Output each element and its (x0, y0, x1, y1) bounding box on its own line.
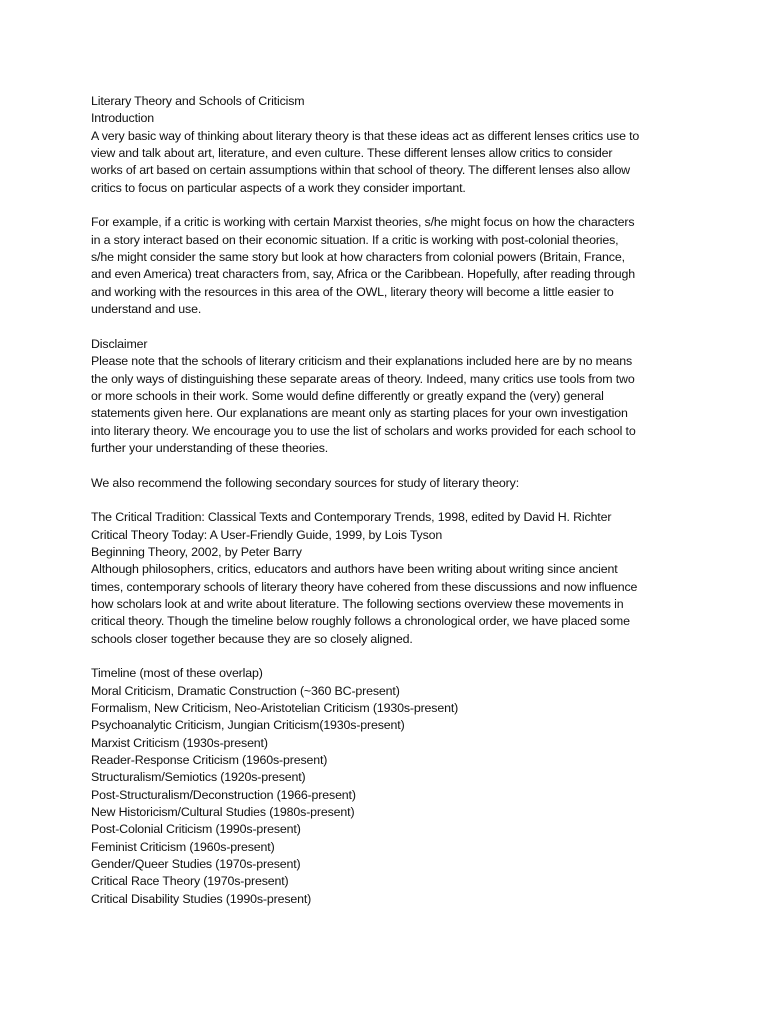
text-line: A very basic way of thinking about literary theory is that these ideas act as different lenses critics use to (91, 128, 640, 143)
text-line: understand and use. (91, 302, 202, 317)
timeline-list (91, 683, 708, 908)
timeline-item: Marxist Criticism (1930s-present) (91, 735, 268, 750)
text-line: works of art based on certain assumptions within that school of theory. The different lenses also allow (91, 163, 630, 178)
timeline-item: Gender/Queer Studies (1970s-present) (91, 857, 301, 872)
timeline-item: Critical Race Theory (1970s-present) (91, 874, 289, 889)
text-line: schools closer together because they are so closely aligned. (91, 631, 413, 646)
text-line: the only ways of distinguishing these separate areas of theory. Indeed, many critics use tools from two (91, 371, 635, 386)
timeline-heading: Timeline (most of these overlap) (91, 666, 263, 681)
text-line: statements given here. Our explanations are meant only as starting places for your own investigation (91, 406, 628, 421)
paragraph-gap (91, 197, 708, 214)
timeline-item: Post-Colonial Criticism (1990s-present) (91, 822, 301, 837)
text-line: how scholars look at and write about literature. The following sections overview these movements in (91, 596, 624, 611)
text-line: Please note that the schools of literary criticism and their explanations included here are by no means (91, 354, 633, 369)
timeline-item: Post-Structuralism/Deconstruction (1966-present) (91, 787, 356, 802)
text-line: or more schools in their work. Some would define differently or greatly expand the (very) general (91, 388, 604, 403)
text-line: critical theory. Though the timeline below roughly follows a chronological order, we have placed some (91, 614, 630, 629)
paragraph-gap (91, 318, 708, 335)
text-line: into literary theory. We encourage you to use the list of scholars and works provided for each school to (91, 423, 636, 438)
source-item: Beginning Theory, 2002, by Peter Barry (91, 544, 302, 559)
disclaimer-paragraph (91, 353, 708, 457)
intro-paragraph (91, 128, 708, 197)
source-item: The Critical Tradition: Classical Texts and Contemporary Trends, 1998, edited by David H. Richter (91, 510, 612, 525)
text-line: For example, if a critic is working with certain Marxist theories, s/he might focus on how the characters (91, 215, 635, 230)
timeline-item: New Historicism/Cultural Studies (1980s-present) (91, 805, 355, 820)
sources-list (91, 509, 708, 561)
text-line: in a story interact based on their economic situation. If a critic is working with post-colonial theories, (91, 232, 619, 247)
disclaimer-heading: Disclaimer (91, 336, 148, 351)
timeline-item: Psychoanalytic Criticism, Jungian Criticism(1930s-present) (91, 718, 405, 733)
text-line: and even America) treat characters from, say, Africa or the Caribbean. Hopefully, after reading through (91, 267, 636, 282)
overview-paragraph (91, 561, 708, 648)
introduction-heading: Introduction (91, 111, 154, 126)
timeline-item: Feminist Criticism (1960s-present) (91, 839, 275, 854)
text-line: times, contemporary schools of literary theory have cohered from these discussions and now influence (91, 579, 638, 594)
recommend-line: We also recommend the following secondary sources for study of literary theory: (91, 475, 519, 490)
document-body (91, 93, 708, 908)
paragraph-gap (91, 457, 708, 474)
paragraph-gap (91, 492, 708, 509)
text-line: critics to focus on particular aspects of a work they consider important. (91, 180, 466, 195)
timeline-item: Structuralism/Semiotics (1920s-present) (91, 770, 306, 785)
text-line: Although philosophers, critics, educators and authors have been writing about writing since ancient (91, 562, 618, 577)
timeline-item: Critical Disability Studies (1990s-present) (91, 891, 312, 906)
timeline-item: Moral Criticism, Dramatic Construction (~360 BC-present) (91, 683, 400, 698)
source-item: Critical Theory Today: A User-Friendly Guide, 1999, by Lois Tyson (91, 527, 443, 542)
text-line: and working with the resources in this area of the OWL, literary theory will become a little easier to (91, 284, 614, 299)
example-paragraph (91, 214, 708, 318)
paragraph-gap (91, 648, 708, 665)
timeline-item: Reader-Response Criticism (1960s-present) (91, 753, 328, 768)
text-line: s/he might consider the same story but look at how characters from colonial powers (Britain, France, (91, 250, 625, 265)
text-line: view and talk about art, literature, and even culture. These different lenses allow critics to consider (91, 146, 613, 161)
document-title: Literary Theory and Schools of Criticism (91, 94, 305, 108)
timeline-item: Formalism, New Criticism, Neo-Aristotelian Criticism (1930s-present) (91, 701, 459, 716)
text-line: further your understanding of these theories. (91, 440, 329, 455)
